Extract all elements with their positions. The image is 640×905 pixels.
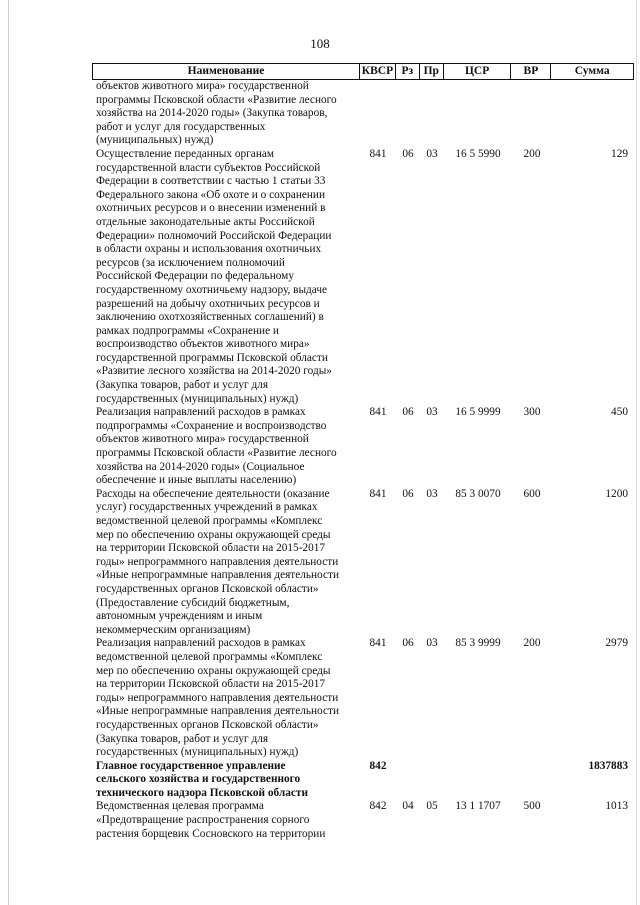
row-pr <box>420 80 444 148</box>
row-name-line: «Предотвращение распространения сорного <box>96 814 310 827</box>
row-name-line: хозяйства на 2014-2020 годы» (Социальное <box>96 460 305 473</box>
row-name <box>92 488 360 638</box>
row-csr: 13 1 1707 <box>455 800 501 813</box>
scan-right-edge <box>636 0 637 905</box>
row-name-line: в области охраны и использования охотничьих <box>96 243 322 256</box>
table-row <box>92 406 634 488</box>
row-csr: 16 5 9999 <box>455 406 501 419</box>
row-sum: 1837883 <box>588 759 628 772</box>
row-rz: 06 <box>402 147 414 160</box>
row-name-line: государственному охотничьему надзору, выдаче <box>96 283 328 296</box>
header-csr: ЦСР <box>444 64 512 79</box>
table-row <box>92 80 634 148</box>
row-sum: 1200 <box>605 487 628 500</box>
row-csr: 85 3 0070 <box>455 487 501 500</box>
row-csr <box>444 80 512 148</box>
row-name-line: Федерации в соответствии с частью 1 статьи 33 <box>96 175 326 188</box>
row-name-line: государственной власти субъектов Российской <box>96 161 321 174</box>
table-row <box>92 800 634 841</box>
row-name-line: растения борщевик Сосновского на территории <box>96 827 326 840</box>
row-kvsr: 842 <box>369 800 387 813</box>
row-pr: 03 <box>426 637 438 650</box>
row-name-line: «Иные непрограммные направления деятельности <box>96 705 339 718</box>
row-name-line: разрешений на добычу охотничьих ресурсов и <box>96 297 320 310</box>
row-name-line: на территории Псковской области на 2015-2017 <box>96 678 326 691</box>
row-name-line: отдельные законодательные акты Российской <box>96 215 315 228</box>
row-name-line: годы» непрограммного направления деятельности <box>96 691 339 704</box>
scan-left-edge <box>8 0 9 905</box>
row-vr <box>512 760 552 801</box>
row-name-line: ресурсов (за исключением полномочий <box>96 256 285 269</box>
row-kvsr: 841 <box>369 487 387 500</box>
row-name <box>92 80 360 148</box>
row-name-line: (Предоставление субсидий бюджетным, <box>96 596 290 609</box>
header-sum: Сумма <box>574 65 610 77</box>
table-body <box>92 80 634 841</box>
row-sum <box>552 80 634 148</box>
row-name-line: «Развитие лесного хозяйства на 2014-2020 годы» <box>96 365 332 378</box>
header-kvsr: КВСР <box>360 64 396 79</box>
table-row <box>92 760 634 801</box>
row-name-line: технического надзора Псковской области <box>96 786 308 799</box>
row-rz: 06 <box>402 406 414 419</box>
row-kvsr <box>360 80 396 148</box>
row-name-line: автономным учреждениям и иным <box>96 610 263 623</box>
row-name-line: ведомственной целевой программы «Комплекс <box>96 650 323 663</box>
row-name-line: программы Псковской области «Развитие лесного <box>96 93 337 106</box>
header-name: Наименование <box>93 64 360 79</box>
row-name <box>92 637 360 759</box>
row-rz: 04 <box>402 800 414 813</box>
row-name-line: хозяйства на 2014-2020 годы» (Закупка товаров, <box>96 107 328 120</box>
row-csr: 85 3 9999 <box>455 637 501 650</box>
row-name-line: государственной программы Псковской области <box>96 351 328 364</box>
row-kvsr: 841 <box>369 147 387 160</box>
row-name-line: государственных органов Псковской области» <box>96 718 319 731</box>
row-name-line: заключению охотхозяйственных соглашений) в <box>96 311 324 324</box>
row-name <box>92 760 360 801</box>
row-name-line: государственных (муниципальных) нужд) <box>96 746 299 759</box>
row-kvsr: 841 <box>369 637 387 650</box>
row-kvsr: 841 <box>369 406 387 419</box>
row-name-line: некоммерческим организациям) <box>96 623 251 636</box>
row-name-line: воспроизводство объектов животного мира» <box>96 338 310 351</box>
row-pr: 03 <box>426 406 438 419</box>
table-row <box>92 637 634 759</box>
row-name-line: Российской Федерации по федеральному <box>96 270 294 283</box>
row-vr <box>512 80 552 148</box>
row-vr: 200 <box>523 637 541 650</box>
row-name-line: Осуществление переданных органам <box>96 147 275 160</box>
row-name <box>92 800 360 841</box>
row-name-line: Реализация направлений расходов в рамках <box>96 637 306 650</box>
row-pr <box>420 760 444 801</box>
row-pr: 03 <box>426 147 438 160</box>
row-name-line: Федерального закона «Об охоте и о сохранении <box>96 188 326 201</box>
row-name-line: Главное государственное управление <box>96 759 286 772</box>
table-row <box>92 148 634 406</box>
row-name-line: услуг) государственных учреждений в рамках <box>96 501 318 514</box>
row-sum: 1013 <box>605 800 628 813</box>
row-csr: 16 5 5990 <box>455 147 501 160</box>
row-name-line: годы» непрограммного направления деятельности <box>96 555 339 568</box>
row-name-line: обеспечение и иные выплаты населению) <box>96 474 297 487</box>
table-row <box>92 488 634 638</box>
row-name-line: мер по обеспечению охраны окружающей среды <box>96 664 331 677</box>
row-name-line: объектов животного мира» государственной <box>96 80 309 92</box>
header-vr: ВР <box>511 64 551 79</box>
header-pr: Пр <box>420 64 444 79</box>
row-name <box>92 148 360 406</box>
row-name-line: сельского хозяйства и государственного <box>96 773 301 786</box>
row-kvsr: 842 <box>369 759 387 772</box>
row-name-line: ведомственной целевой программы «Комплекс <box>96 515 323 527</box>
header-rz: Рз <box>396 64 420 79</box>
row-name-line: Расходы на обеспечение деятельности (оказание <box>96 487 330 500</box>
row-name-line: Ведомственная целевая программа <box>96 800 264 813</box>
page-number: 108 <box>310 36 330 51</box>
row-name-line: Реализация направлений расходов в рамках <box>96 406 306 419</box>
row-sum: 450 <box>611 406 628 419</box>
row-name-line: (Закупка товаров, работ и услуг для <box>96 732 269 745</box>
row-name-line: государственных органов Псковской области» <box>96 582 319 595</box>
row-name-line: государственных (муниципальных) нужд) <box>96 392 299 405</box>
row-sum: 2979 <box>605 637 628 650</box>
row-vr: 600 <box>523 487 541 500</box>
row-vr: 200 <box>523 147 541 160</box>
row-name-line: на территории Псковской области на 2015-2017 <box>96 542 326 555</box>
row-pr: 03 <box>426 487 438 500</box>
row-rz <box>396 80 420 148</box>
row-rz: 06 <box>402 637 414 650</box>
row-name-line: (Закупка товаров, работ и услуг для <box>96 379 269 392</box>
row-name <box>92 406 360 488</box>
row-name-line: мер по обеспечению охраны окружающей среды <box>96 528 331 541</box>
row-name-line: подпрограммы «Сохранение и воспроизводство <box>96 419 327 432</box>
row-name-line: охотничьих ресурсов и о внесении изменений в <box>96 202 326 215</box>
row-name-line: объектов животного мира» государственной <box>96 433 309 446</box>
row-name-line: «Иные непрограммные направления деятельности <box>96 569 339 582</box>
row-name-line: Федерации» полномочий Российской Федерации <box>96 229 332 242</box>
row-pr: 05 <box>426 800 438 813</box>
row-vr: 500 <box>523 800 541 813</box>
row-rz: 06 <box>402 487 414 500</box>
row-name-line: рамках подпрограммы «Сохранение и <box>96 324 279 337</box>
row-name-line: программы Псковской области «Развитие лесного <box>96 447 337 460</box>
table-header <box>92 63 634 80</box>
row-name-line: (муниципальных) нужд) <box>96 134 214 147</box>
row-csr <box>444 760 512 801</box>
row-name-line: работ и услуг для государственных <box>96 120 266 133</box>
row-rz <box>396 760 420 801</box>
budget-table <box>92 63 634 841</box>
row-vr: 300 <box>523 406 541 419</box>
row-sum: 129 <box>611 147 628 160</box>
